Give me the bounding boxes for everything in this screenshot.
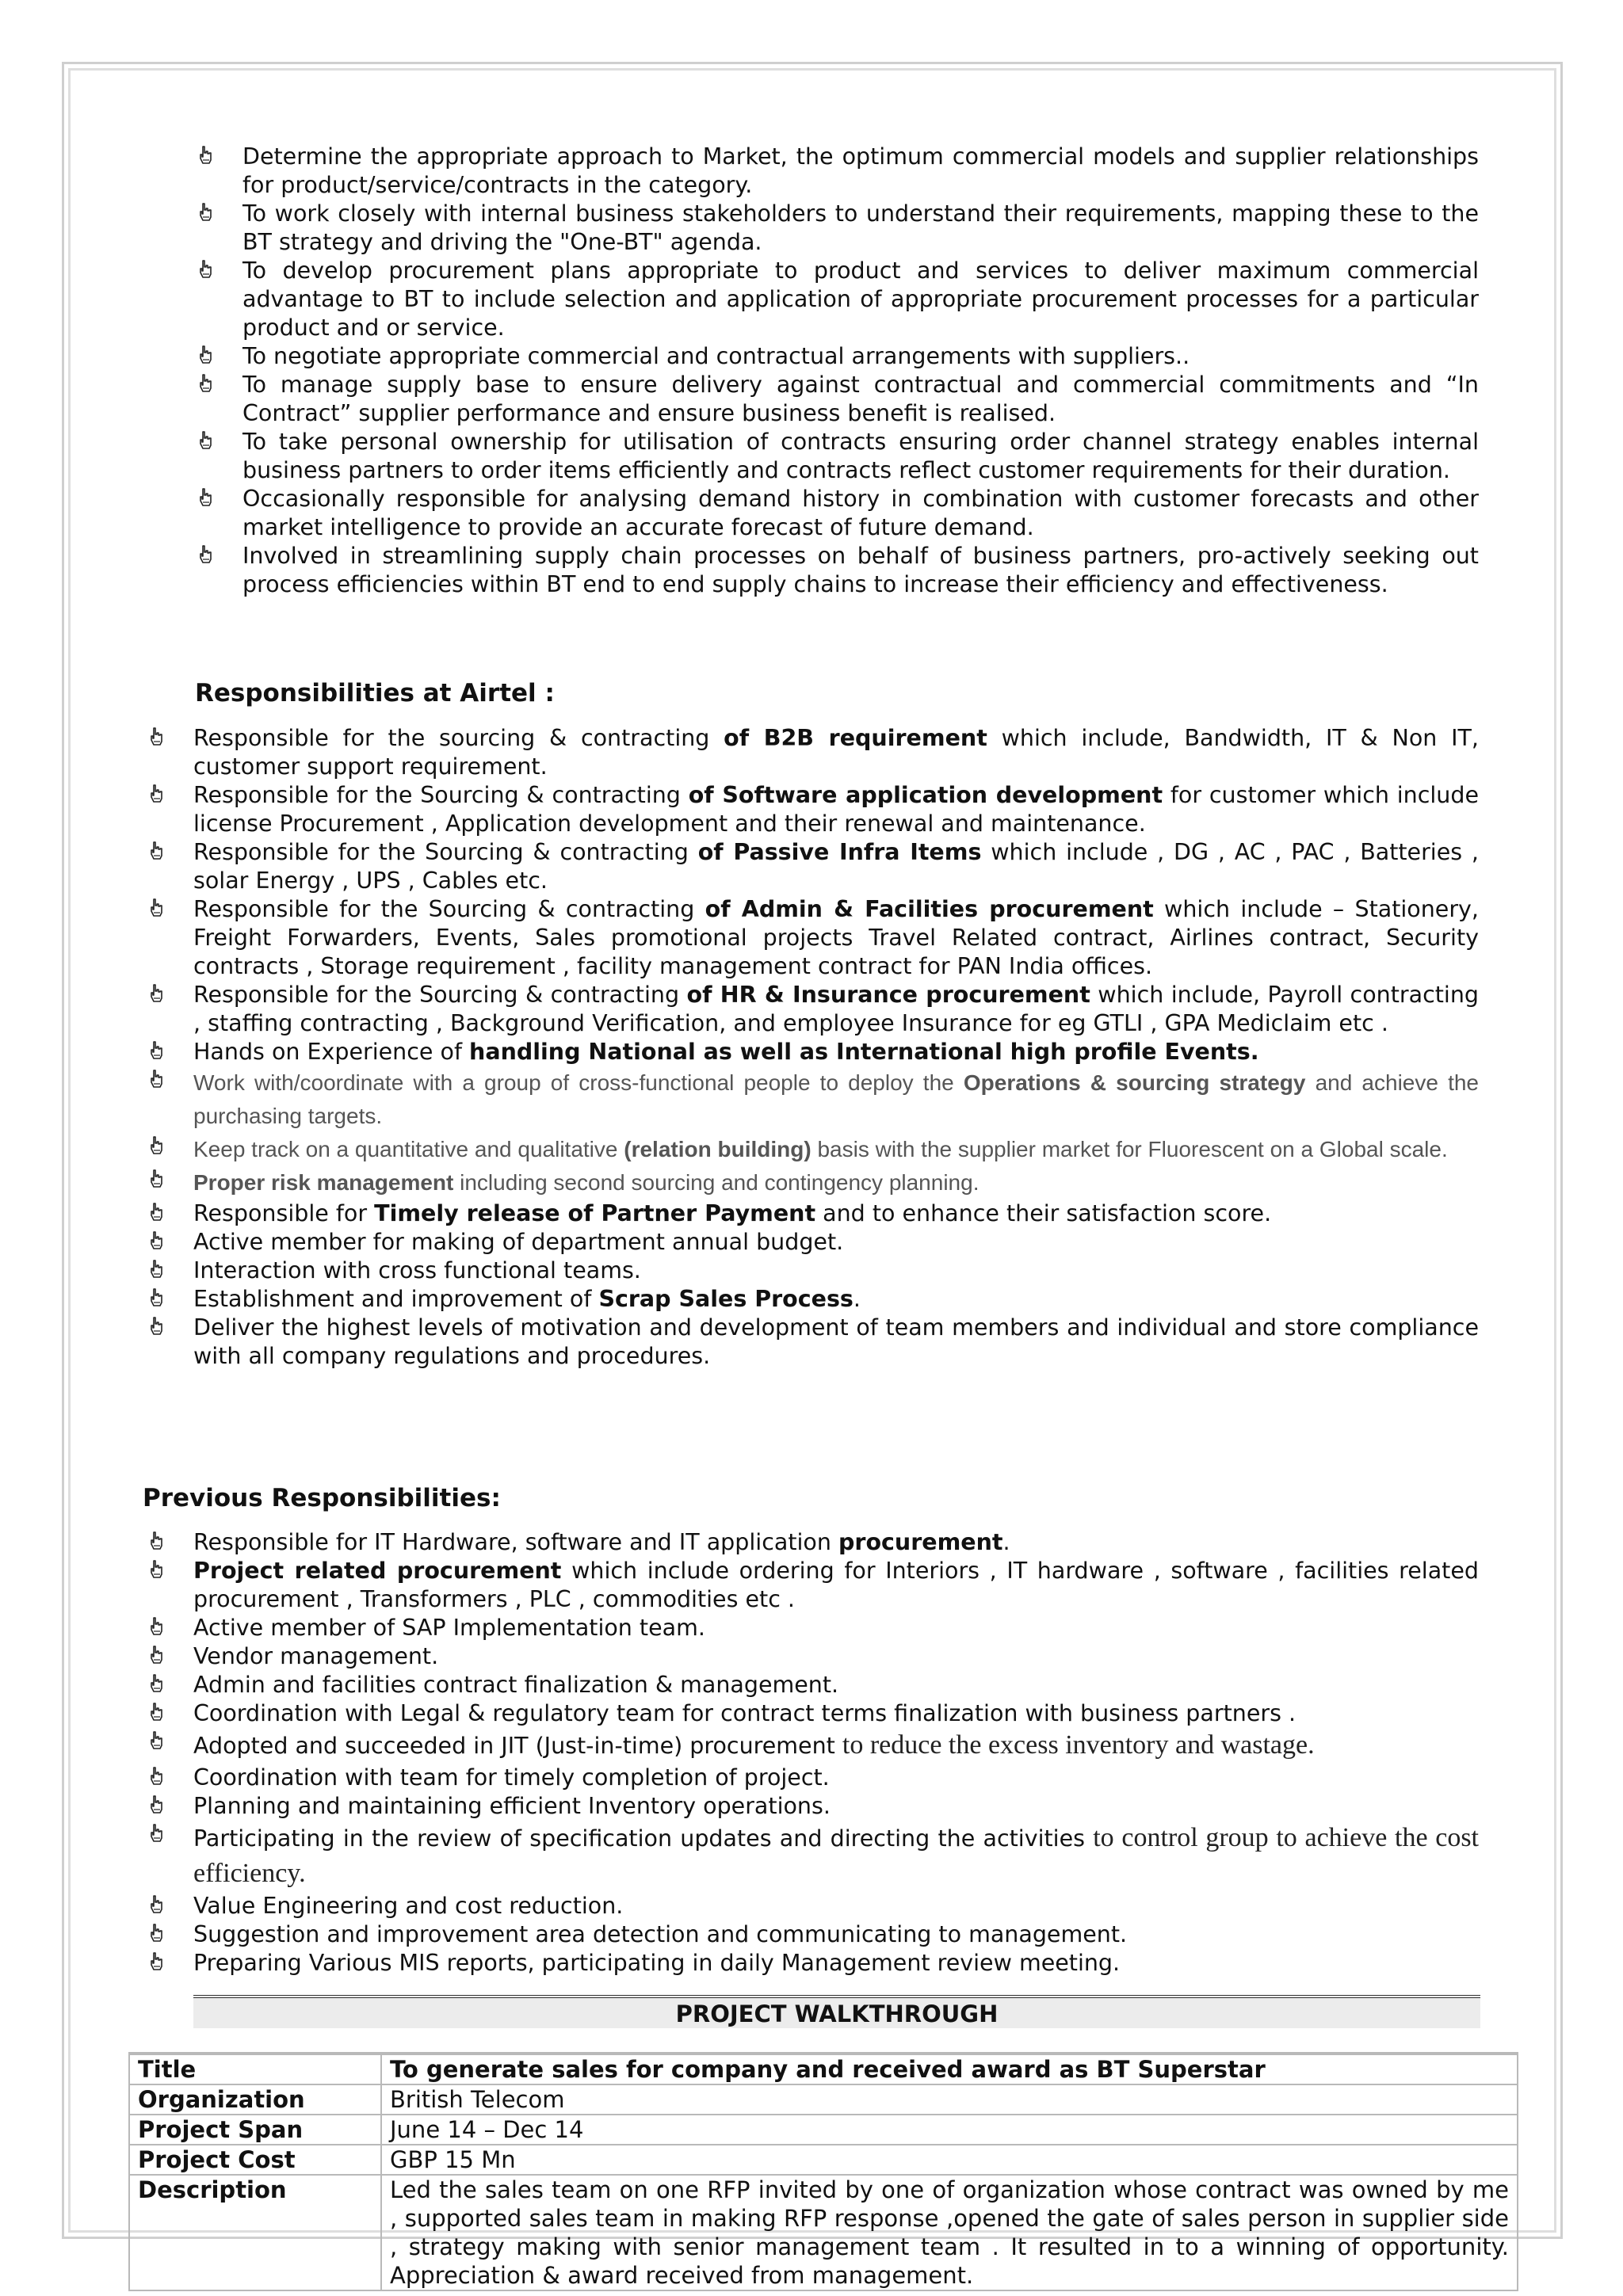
row-label: Organization bbox=[129, 2084, 381, 2115]
item-text: To work closely with internal business stakeholders to understand their requirements, mapping these to the BT strategy and driving the "One-BT" agenda. bbox=[242, 200, 1479, 255]
row-value: To generate sales for company and received award as BT Superstar bbox=[381, 2054, 1518, 2084]
project-table bbox=[128, 2052, 1518, 2291]
item-text: To develop procurement plans appropriate to product and services to deliver maximum commercial advantage to BT to include selection and application of appropriate procurement processes for a particular product and or service. bbox=[242, 257, 1479, 341]
item-text: Suggestion and improvement area detection and communicating to management. bbox=[193, 1921, 1128, 1947]
row-label: Project Span bbox=[129, 2115, 381, 2145]
pointing-hand-icon bbox=[149, 1895, 163, 1914]
item-text: Responsible for the sourcing & contracting bbox=[193, 725, 724, 751]
bold-text: handling National as well as International high profile Events. bbox=[469, 1039, 1259, 1065]
bold-text: of Software application development bbox=[688, 782, 1163, 808]
item-text: Participating in the review of specification updates and directing the activities bbox=[193, 1825, 1094, 1852]
item-text: Preparing Various MIS reports, participating in daily Management review meeting. bbox=[193, 1950, 1121, 1976]
item-text: Value Engineering and cost reduction. bbox=[193, 1893, 624, 1919]
pointing-hand-icon bbox=[198, 203, 212, 222]
item-text: for customer which include license Procurement , Application development and their renewal and maintenance. bbox=[193, 782, 1479, 837]
bold-text: of HR & Insurance procurement bbox=[686, 982, 1090, 1008]
pointing-hand-icon bbox=[149, 1617, 163, 1636]
table-row bbox=[129, 2175, 1518, 2290]
table-row bbox=[129, 2084, 1518, 2115]
bold-text: of Passive Infra Items bbox=[697, 839, 982, 865]
item-text: Occasionally responsible for analysing demand history in combination with customer forecasts and other market intelligence to provide an accurate forecast of future demand. bbox=[242, 486, 1479, 540]
item-text: Vendor management. bbox=[193, 1643, 439, 1669]
item-text: Responsible for the Sourcing & contracting bbox=[193, 982, 687, 1008]
bold-text: procurement bbox=[838, 1529, 1003, 1555]
list-item bbox=[193, 1920, 1479, 1949]
row-label: Description bbox=[129, 2175, 381, 2290]
previous-heading: Previous Responsibilities: bbox=[143, 1484, 501, 1512]
pointing-hand-icon bbox=[149, 1767, 163, 1786]
list-item bbox=[242, 143, 1479, 200]
item-text: basis with the supplier market for Fluorescent on a Global scale. bbox=[811, 1137, 1448, 1161]
list-item bbox=[193, 1614, 1479, 1642]
item-text: . bbox=[853, 1286, 861, 1312]
list-item bbox=[193, 1038, 1479, 1066]
list-item bbox=[193, 1728, 1479, 1764]
item-text: Active member for making of department annual budget. bbox=[193, 1229, 844, 1255]
list-item bbox=[242, 542, 1479, 599]
pointing-hand-icon bbox=[149, 1070, 163, 1089]
item-text: Responsible for the Sourcing & contracting bbox=[193, 839, 698, 865]
list-item bbox=[193, 781, 1479, 838]
pointing-hand-icon bbox=[198, 345, 212, 364]
item-text: and to enhance their satisfaction score. bbox=[815, 1200, 1272, 1226]
pointing-hand-icon bbox=[198, 374, 212, 393]
list-item bbox=[242, 371, 1479, 428]
list-item bbox=[242, 257, 1479, 342]
list-item bbox=[242, 200, 1479, 257]
list-item bbox=[193, 1557, 1479, 1614]
list-item bbox=[193, 1642, 1479, 1671]
pointing-hand-icon bbox=[149, 1231, 163, 1250]
item-text: Responsible for the Sourcing & contracting bbox=[193, 896, 705, 922]
pointing-hand-icon bbox=[149, 1169, 163, 1188]
item-text: which include, Payroll contracting , staffing contracting , Background Verification, and employee Insurance for eg GTLI , GPA Mediclaim etc . bbox=[193, 982, 1479, 1036]
pointing-hand-icon bbox=[149, 1203, 163, 1222]
list-item bbox=[242, 428, 1479, 485]
pointing-hand-icon bbox=[149, 1674, 163, 1693]
previous-responsibilities-list bbox=[193, 1528, 1479, 1978]
pointing-hand-icon bbox=[149, 1703, 163, 1722]
row-value: GBP 15 Mn bbox=[381, 2145, 1518, 2175]
pointing-hand-icon bbox=[198, 488, 212, 507]
pointing-hand-icon bbox=[149, 1560, 163, 1579]
bold-text: (relation building) bbox=[624, 1137, 812, 1161]
pointing-hand-icon bbox=[149, 1924, 163, 1943]
pointing-hand-icon bbox=[198, 146, 212, 165]
item-text: Establishment and improvement of bbox=[193, 1286, 599, 1312]
list-item bbox=[193, 1821, 1479, 1892]
pointing-hand-icon bbox=[149, 841, 163, 860]
item-text: To manage supply base to ensure delivery against contractual and commercial commitments and “In Contract” supplier performance and ensure business benefit is realised. bbox=[242, 372, 1479, 426]
pointing-hand-icon bbox=[198, 545, 212, 564]
table-row bbox=[129, 2054, 1518, 2084]
pointing-hand-icon bbox=[149, 1041, 163, 1060]
project-walkthrough-heading: PROJECT WALKTHROUGH bbox=[193, 1995, 1480, 2028]
item-text: Admin and facilities contract finalization & management. bbox=[193, 1672, 839, 1698]
airtel-responsibilities-list bbox=[193, 724, 1479, 1371]
item-text: Responsible for IT Hardware, software and IT application bbox=[193, 1529, 838, 1555]
list-item bbox=[193, 1166, 1479, 1199]
list-item bbox=[193, 1285, 1479, 1314]
list-item bbox=[193, 1671, 1479, 1699]
pointing-hand-icon bbox=[149, 984, 163, 1003]
item-text: Coordination with Legal & regulatory team for contract terms finalization with business partners . bbox=[193, 1700, 1296, 1726]
list-item bbox=[193, 1066, 1479, 1133]
bold-text: Timely release of Partner Payment bbox=[374, 1200, 816, 1226]
list-item bbox=[193, 838, 1479, 895]
pointing-hand-icon bbox=[149, 1952, 163, 1971]
list-item bbox=[193, 1949, 1479, 1978]
list-item bbox=[193, 1314, 1479, 1371]
pointing-hand-icon bbox=[198, 431, 212, 450]
pointing-hand-icon bbox=[149, 1646, 163, 1665]
pointing-hand-icon bbox=[149, 1317, 163, 1336]
item-text: . bbox=[1002, 1529, 1010, 1555]
item-text: Adopted and succeeded in JIT (Just-in-time) procurement bbox=[193, 1733, 842, 1759]
bold-text: of Admin & Facilities procurement bbox=[705, 896, 1154, 922]
bold-text: of B2B requirement bbox=[724, 725, 987, 751]
item-text: to reduce the excess inventory and wastage. bbox=[842, 1730, 1315, 1760]
item-text: Active member of SAP Implementation team. bbox=[193, 1615, 705, 1641]
table-row bbox=[129, 2115, 1518, 2145]
pointing-hand-icon bbox=[149, 1824, 163, 1843]
item-text: To negotiate appropriate commercial and contractual arrangements with suppliers.. bbox=[242, 343, 1190, 369]
item-text: which include , DG , AC , PAC , Batteries , solar Energy , UPS , Cables etc. bbox=[193, 839, 1479, 894]
item-text: Involved in streamlining supply chain processes on behalf of business partners, pro-actively seeking out process efficiencies within BT end to end supply chains to increase their efficiency and effectiveness. bbox=[242, 543, 1479, 597]
item-text: Determine the appropriate approach to Market, the optimum commercial models and supplier relationships for product/service/contracts in the category. bbox=[242, 143, 1479, 198]
airtel-heading: Responsibilities at Airtel : bbox=[195, 679, 555, 707]
row-value: British Telecom bbox=[381, 2084, 1518, 2115]
item-text: and achieve the purchasing targets. bbox=[193, 1070, 1479, 1128]
pointing-hand-icon bbox=[198, 260, 212, 279]
list-item bbox=[193, 1199, 1479, 1228]
item-text: Coordination with team for timely completion of project. bbox=[193, 1764, 830, 1791]
table-row bbox=[129, 2145, 1518, 2175]
pointing-hand-icon bbox=[149, 898, 163, 917]
list-item bbox=[193, 895, 1479, 981]
pointing-hand-icon bbox=[149, 1288, 163, 1307]
item-text: which include, Bandwidth, IT & Non IT, customer support requirement. bbox=[193, 725, 1479, 780]
bold-text: Proper risk management bbox=[193, 1170, 454, 1195]
pointing-hand-icon bbox=[149, 1260, 163, 1279]
item-text: which include ordering for Interiors , IT hardware , software , facilities related procurement , Transformers , PLC , commodities etc . bbox=[193, 1558, 1479, 1612]
bold-text: Project related procurement bbox=[193, 1558, 562, 1584]
item-text: Deliver the highest levels of motivation and development of team members and individual and store compliance with all company regulations and procedures. bbox=[193, 1314, 1479, 1369]
list-item bbox=[193, 1228, 1479, 1257]
list-item bbox=[193, 1892, 1479, 1920]
list-item bbox=[193, 1257, 1479, 1285]
pointing-hand-icon bbox=[149, 1531, 163, 1550]
list-item bbox=[193, 1528, 1479, 1557]
list-item bbox=[193, 1792, 1479, 1821]
list-item bbox=[193, 981, 1479, 1038]
row-value: Led the sales team on one RFP invited by one of organization whose contract was owned by me , supported sales team in making RFP response ,opened the gate of sales person in supplier side , strategy making with senior management team . It resulted in to a winning of opportunity. Appreciation & award received from management. bbox=[381, 2175, 1518, 2290]
list-item bbox=[193, 1699, 1479, 1728]
bt-responsibilities-list bbox=[242, 143, 1479, 599]
pointing-hand-icon bbox=[149, 727, 163, 746]
pointing-hand-icon bbox=[149, 1795, 163, 1814]
row-label: Title bbox=[129, 2054, 381, 2084]
pointing-hand-icon bbox=[149, 1136, 163, 1155]
list-item bbox=[193, 1133, 1479, 1166]
item-text: Hands on Experience of bbox=[193, 1039, 470, 1065]
pointing-hand-icon bbox=[149, 1731, 163, 1750]
list-item bbox=[193, 724, 1479, 781]
item-text: including second sourcing and contingency planning. bbox=[453, 1170, 980, 1195]
item-text: Responsible for bbox=[193, 1200, 375, 1226]
list-item bbox=[242, 342, 1479, 371]
list-item bbox=[242, 485, 1479, 542]
row-label: Project Cost bbox=[129, 2145, 381, 2175]
row-value: June 14 – Dec 14 bbox=[381, 2115, 1518, 2145]
item-text: Responsible for the Sourcing & contracting bbox=[193, 782, 689, 808]
pointing-hand-icon bbox=[149, 784, 163, 803]
bold-text: Scrap Sales Process bbox=[598, 1286, 854, 1312]
item-text: Work with/coordinate with a group of cross-functional people to deploy the bbox=[193, 1070, 964, 1095]
item-text: Keep track on a quantitative and qualitative bbox=[193, 1137, 624, 1161]
item-text: Interaction with cross functional teams. bbox=[193, 1257, 641, 1283]
list-item bbox=[193, 1764, 1479, 1792]
bold-text: Operations & sourcing strategy bbox=[963, 1070, 1306, 1095]
item-text: To take personal ownership for utilisation of contracts ensuring order channel strategy enables internal business partners to order items efficiently and contracts reflect customer requirements for their duration. bbox=[242, 429, 1479, 483]
item-text: which include – Stationery, Freight Forwarders, Events, Sales promotional projects Travel Related contract, Airlines contract, Security contracts , Storage requirement , facility management contract for PAN India offices. bbox=[193, 896, 1479, 979]
item-text: to control group to achieve the cost efficiency. bbox=[193, 1823, 1479, 1888]
item-text: Planning and maintaining efficient Inventory operations. bbox=[193, 1793, 831, 1819]
